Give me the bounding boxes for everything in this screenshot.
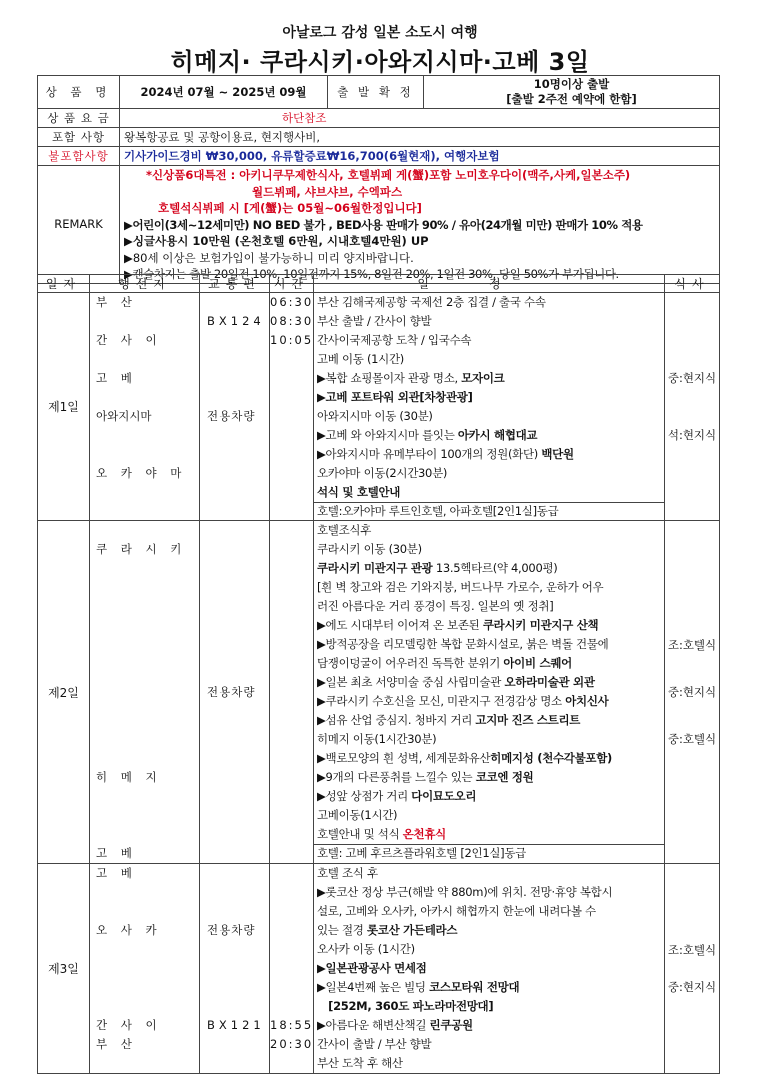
day1-plan-1: 부산 김해국제공항 국제선 2층 집결 / 출국 수속 xyxy=(317,295,546,309)
day3-plan-11: 부산 도착 후 해산 xyxy=(317,1056,403,1070)
day1-meal-1: 중:현지식 xyxy=(667,370,717,385)
day3-meal-2: 중:현지식 xyxy=(667,979,717,994)
day1-plan-10: 오카야마 이동(2시간30분) xyxy=(317,466,448,480)
day1-dest-5: 오 카 야 마 xyxy=(96,466,187,480)
remark-line-4: ▶어린이(3세~12세미만) NO BED 불가 , BED사용 판매가 90% / 유아(24개월 미만) 판매가 10% 적용 xyxy=(124,217,643,232)
day3-dest-4: 부 산 xyxy=(96,1037,137,1051)
day2-plan-1: 호텔조식후 xyxy=(317,523,372,537)
day2-plan-2: 쿠라시키 이동 (30분) xyxy=(317,542,422,556)
day2-meal-2: 중:현지식 xyxy=(667,684,717,699)
day2-plan-14: ▶9개의 다른풍취를 느낄수 있는 코코엔 정원 xyxy=(317,770,534,784)
day3-flight: BX121 xyxy=(207,1018,265,1032)
day2-plan-13: ▶백로모양의 흰 성벽, 세계문화유산히메지성 (천수각불포함) xyxy=(317,751,613,765)
col-meal: 식사 xyxy=(665,275,720,293)
day2-plan-12: 히메지 이동(1시간30분) xyxy=(317,732,437,746)
day2-label: 제2일 xyxy=(38,521,90,864)
day1-meals xyxy=(665,293,720,521)
remark-box xyxy=(120,166,720,284)
day1-plan xyxy=(314,293,665,521)
day3-plan-5: 오사카 이동 (1시간) xyxy=(317,942,415,956)
day1-row xyxy=(38,293,720,521)
day2-plan-3: 쿠라시키 미관지구 관광 13.5헥타르(약 4,000평) xyxy=(317,561,558,575)
day3-dest-3: 간 사 이 xyxy=(96,1018,162,1032)
info-table xyxy=(37,75,720,284)
remark-line-2: 월드뷔페, 샤브샤브, 수엑파스 xyxy=(252,184,403,199)
departure-value xyxy=(424,76,720,109)
remark-label: REMARK xyxy=(38,166,120,284)
day3-plan-10: 간사이 출발 / 부산 향발 xyxy=(317,1037,432,1051)
day1-plan-5: ▶복합 쇼핑몰이자 관광 명소, 모자이크 xyxy=(317,371,505,385)
price-label: 상 품 요 금 xyxy=(38,109,120,128)
day1-plan-2: 부산 출발 / 간사이 향발 xyxy=(317,314,432,328)
day1-plan-4: 고베 이동 (1시간) xyxy=(317,352,404,366)
day3-plan-1: 호텔 조식 후 xyxy=(317,866,378,880)
day3-plan-2: ▶롯코산 정상 부근(해발 약 880m)에 위치. 전망·휴양 복합시 xyxy=(317,885,613,899)
day2-plan-11: ▶섬유 산업 중심지. 청바지 거리 고지마 진즈 스트리트 xyxy=(317,713,581,727)
excluded-value: 기사가이드경비 ₩30,000, 유류할증료₩16,700(6월현재), 여행자보험 xyxy=(120,147,720,166)
day2-time xyxy=(270,521,314,864)
day2-plan-6: ▶에도 시대부터 이어져 온 보존된 쿠라시키 미관지구 산책 xyxy=(317,618,599,632)
day2-row xyxy=(38,521,720,864)
day3-time xyxy=(270,864,314,1074)
day1-dest-4: 아와지시마 xyxy=(96,409,152,423)
day2-hotel: 호텔: 고베 후르츠플라워호텔 [2인1실]동급 xyxy=(314,844,664,861)
included-label: 포함 사항 xyxy=(38,128,120,147)
price-value: 하단참조 xyxy=(120,109,720,128)
excluded-label: 불포함사항 xyxy=(38,147,120,166)
day1-plan-8: ▶고베 와 아와지시마 를잇는 아카시 해협대교 xyxy=(317,428,538,442)
day1-time-2: 08:30 xyxy=(270,314,313,328)
day2-plan-4: [흰 벽 창고와 검은 기와지붕, 버드나무 가로수, 운하가 어우 xyxy=(317,580,604,594)
remark-line-5: ▶싱글사용시 10만원 (온천호텔 6만원, 시내호텔4만원) UP xyxy=(124,234,429,248)
day2-plan-7: ▶방적공장을 리모델링한 복합 문화시설로, 붉은 벽돌 건물에 xyxy=(317,637,609,651)
day3-label: 제3일 xyxy=(38,864,90,1074)
product-name-label: 상 품 명 xyxy=(38,76,120,109)
remark-line-7: ▶캔슬차지는 출발 20일전 10%, 10일전까지 15%, 8일전 20%, 1일전 30%, 당일 50%가 부가됩니다. xyxy=(124,267,619,281)
day2-plan-5: 러진 아름다운 거리 풍경이 특징. 일본의 옛 정취] xyxy=(317,599,554,613)
departure-value-line1: 10명이상 출발 xyxy=(533,77,610,91)
day1-plan-11: 석식 및 호텔안내 xyxy=(317,485,401,499)
day1-hotel: 호텔:오카야마 루트인호텔, 아파호텔[2인1실]동급 xyxy=(314,502,664,520)
day1-plan-9: ▶아와지시마 유메부타이 100개의 정원(화단) 백단원 xyxy=(317,447,574,461)
col-dest: 행선지 xyxy=(90,275,200,293)
day3-time-2: 20:30 xyxy=(270,1037,313,1051)
page-title: 히메지· 쿠라시키·아와지시마·고베 3일 xyxy=(170,48,590,76)
day3-time-1: 18:55 xyxy=(270,1018,313,1032)
day3-plan-4: 있는 절경 롯코산 가든테라스 xyxy=(317,923,458,937)
day1-time-1: 06:30 xyxy=(270,295,313,309)
day1-plan-6: ▶고베 포트타워 외관[차창관광] xyxy=(317,390,473,404)
day3-plan-8: [252M, 360도 파노라마전망대] xyxy=(317,999,494,1013)
departure-value-line2: [출발 2주전 예약에 한함] xyxy=(506,92,637,106)
day1-meal-2: 석:현지식 xyxy=(667,427,717,442)
day3-plan-3: 설로, 고베와 오사카, 아카시 해협까지 한눈에 내려다볼 수 xyxy=(317,904,596,918)
schedule-table xyxy=(37,274,720,1074)
page-subtitle: 아날로그 감성 일본 소도시 여행 xyxy=(282,25,478,41)
day3-dest-2: 오 사 카 xyxy=(96,923,162,937)
day2-meals xyxy=(665,521,720,864)
day3-transport xyxy=(200,864,270,1074)
day2-plan-9: ▶일본 최초 서양미술 중심 사립미술관 오하라미술관 외관 xyxy=(317,675,595,689)
day2-plan-17: 호텔안내 및 석식 온천휴식 xyxy=(317,827,446,841)
day3-dest xyxy=(90,864,200,1074)
schedule-header-row xyxy=(38,275,720,293)
remark-line-1: *신상품6대특전 : 아키니쿠무제한식사, 호텔뷔페 게(蟹)포함 노미호우다이(맥주,사케,일본소주) xyxy=(146,168,631,182)
day2-plan xyxy=(314,521,665,864)
day1-plan-3: 간사이국제공항 도착 / 입국수속 xyxy=(317,333,472,347)
day1-dest-2: 간 사 이 xyxy=(96,333,162,347)
day1-dest-3: 고 베 xyxy=(96,371,137,385)
col-plan: 일정 xyxy=(314,275,665,293)
day2-dest xyxy=(90,521,200,864)
day1-transport xyxy=(200,293,270,521)
day1-label: 제1일 xyxy=(38,293,90,521)
day2-dest-3: 고 베 xyxy=(96,846,137,860)
day3-plan-7: ▶일본4번째 높은 빌딩 코스모타워 전망대 xyxy=(317,980,520,994)
day1-dest xyxy=(90,293,200,521)
day1-time-3: 10:05 xyxy=(270,333,313,347)
day2-plan-16: 고베이동(1시간) xyxy=(317,808,398,822)
col-time: 시간 xyxy=(270,275,314,293)
day3-meal-1: 조:호텔식 xyxy=(667,942,717,957)
day3-vehicle: 전용차량 xyxy=(207,923,256,937)
day2-meal-1: 조:호텔식 xyxy=(667,637,717,652)
day1-vehicle: 전용차량 xyxy=(207,409,256,423)
day3-plan-6: ▶일본관광공사 면세점 xyxy=(317,961,427,975)
day2-plan-15: ▶성앞 상점가 거리 다이묘도오리 xyxy=(317,789,477,803)
col-day: 일자 xyxy=(38,275,90,293)
col-transport: 교통편 xyxy=(200,275,270,293)
day3-plan xyxy=(314,864,665,1074)
day3-dest-1: 고 베 xyxy=(96,866,137,880)
remark-line-6: ▶80세 이상은 보험가입이 불가능하니 미리 양지바랍니다. xyxy=(124,250,414,265)
remark-line-3: 호텔석식뷔페 시 [게(蟹)는 05월~06월한정입니다] xyxy=(158,201,422,215)
day2-plan-10: ▶쿠라시키 수호신을 모신, 미관지구 전경감상 명소 아치신사 xyxy=(317,694,609,708)
day1-dest-1: 부 산 xyxy=(96,295,137,309)
day3-meals xyxy=(665,864,720,1074)
day1-time xyxy=(270,293,314,521)
day3-row xyxy=(38,864,720,1074)
day1-flight: BX124 xyxy=(207,314,265,328)
day2-vehicle: 전용차량 xyxy=(207,684,256,699)
day2-transport xyxy=(200,521,270,864)
day1-plan-7: 아와지시마 이동 (30분) xyxy=(317,409,433,423)
included-value: 왕복항공료 및 공항이용료, 현지행사비, xyxy=(120,128,720,147)
departure-label: 출 발 확 정 xyxy=(328,76,424,109)
period-value: 2024년 07월 ~ 2025년 09월 xyxy=(120,76,328,109)
day2-dest-1: 쿠 라 시 키 xyxy=(96,542,187,556)
day2-meal-3: 중:호텔식 xyxy=(667,731,717,746)
day2-dest-2: 히 메 지 xyxy=(96,770,162,784)
day2-plan-8: 담쟁이덩굴이 어우러진 독특한 분위기 아이비 스퀘어 xyxy=(317,656,572,670)
day3-plan-9: ▶아름다운 해변산책길 린쿠공원 xyxy=(317,1018,473,1032)
